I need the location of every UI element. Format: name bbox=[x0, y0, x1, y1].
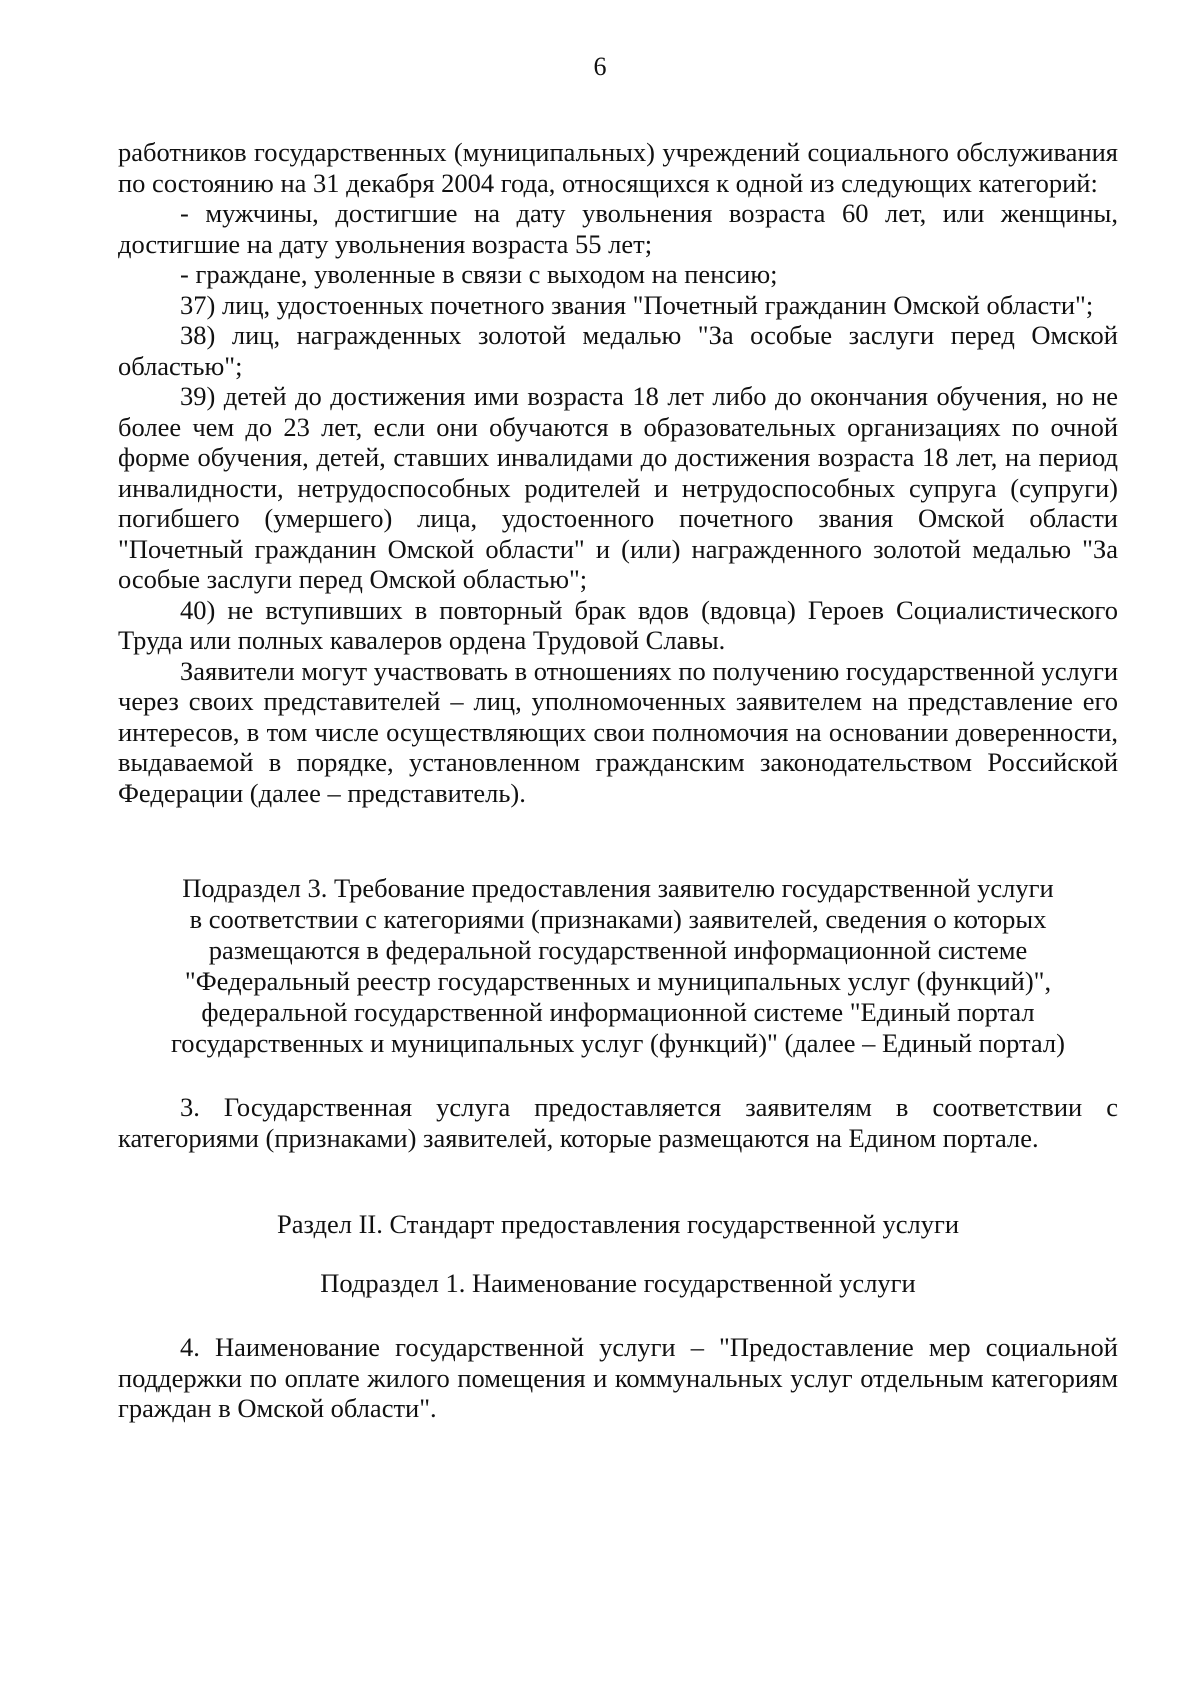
paragraph-item-40: 40) не вступивших в повторный брак вдов (вдовца) Героев Социалистического Труда или полных кавалеров ордена Трудовой Славы. bbox=[118, 594, 1118, 655]
subsection-3-body bbox=[118, 1092, 1118, 1153]
page-number: 6 bbox=[593, 52, 607, 81]
paragraph-item-3: 3. Государственная услуга предоставляется заявителям в соответствии с категориями (признаками) заявителей, которые размещаются на Едином портале. bbox=[118, 1092, 1118, 1153]
section-2-title bbox=[118, 1209, 1118, 1240]
subsection-3-heading bbox=[118, 873, 1118, 1059]
intro-text bbox=[118, 137, 1118, 808]
list-item-men-women: - мужчины, достигшие на дату увольнения возраста 60 лет, или женщины, достигшие на дату увольнения возраста 55 лет; bbox=[118, 198, 1118, 259]
subsection-3-heading-line: в соответствии с категориями (признаками) заявителей, сведения о которых bbox=[189, 904, 1047, 934]
subsection-3-heading-line: государственных и муниципальных услуг (функций)" (далее – Единый портал) bbox=[171, 1028, 1065, 1058]
subsection-1-title-text: Подраздел 1. Наименование государственной услуги bbox=[320, 1268, 916, 1298]
paragraph-intro: работников государственных (муниципальных) учреждений социального обслуживания по состоянию на 31 декабря 2004 года, относящихся к одной из следующих категорий: bbox=[118, 137, 1118, 198]
subsection-3-heading-line: "Федеральный реестр государственных и муниципальных услуг (функций)", bbox=[184, 966, 1052, 996]
paragraph-item-37: 37) лиц, удостоенных почетного звания "Почетный гражданин Омской области"; bbox=[180, 289, 1094, 320]
paragraph-item-4: 4. Наименование государственной услуги – "Предоставление мер социальной поддержки по оплате жилого помещения и коммунальных услуг отдельным категориям граждан в Омской области". bbox=[118, 1332, 1118, 1423]
subsection-3-heading-line: размещаются в федеральной государственной информационной системе bbox=[208, 935, 1028, 965]
section-2-body bbox=[118, 1332, 1118, 1424]
paragraph-representatives: Заявители могут участвовать в отношениях по получению государственной услуги через своих представителей – лиц, уполномоченных заявителем на представление его интересов, в том числе осуществляющих свои полномочия на основании доверенности, выдаваемой в порядке, установленном гражданским законодательством Российской Федерации (далее – представитель). bbox=[118, 655, 1118, 808]
list-item-retired: - граждане, уволенные в связи с выходом на пенсию; bbox=[180, 259, 778, 289]
subsection-3-heading-line: Подраздел 3. Требование предоставления заявителю государственной услуги bbox=[182, 873, 1054, 903]
section-2-title-text: Раздел II. Стандарт предоставления государственной услуги bbox=[276, 1209, 960, 1239]
section-2-subsection-1-title bbox=[118, 1268, 1118, 1299]
paragraph-item-39: 39) детей до достижения ими возраста 18 лет либо до окончания обучения, но не более чем до 23 лет, если они обучаются в образовательных организациях по очной форме обучения, детей, ставших инвалидами до достижения возраста 18 лет, на период инвалидности, нетрудоспособных родителей и нетрудоспособных супруга (супруги) погибшего (умершего) лица, удостоенного почетного звания Омской области "Почетный гражданин Омской области" и (или) награжденного золотой медалью "За особые заслуги перед Омской областью"; bbox=[118, 381, 1118, 594]
paragraph-item-38: 38) лиц, награжденных золотой медалью "За особые заслуги перед Омской областью"; bbox=[118, 320, 1118, 381]
subsection-3-heading-line: федеральной государственной информационной системе "Единый портал bbox=[201, 997, 1035, 1027]
